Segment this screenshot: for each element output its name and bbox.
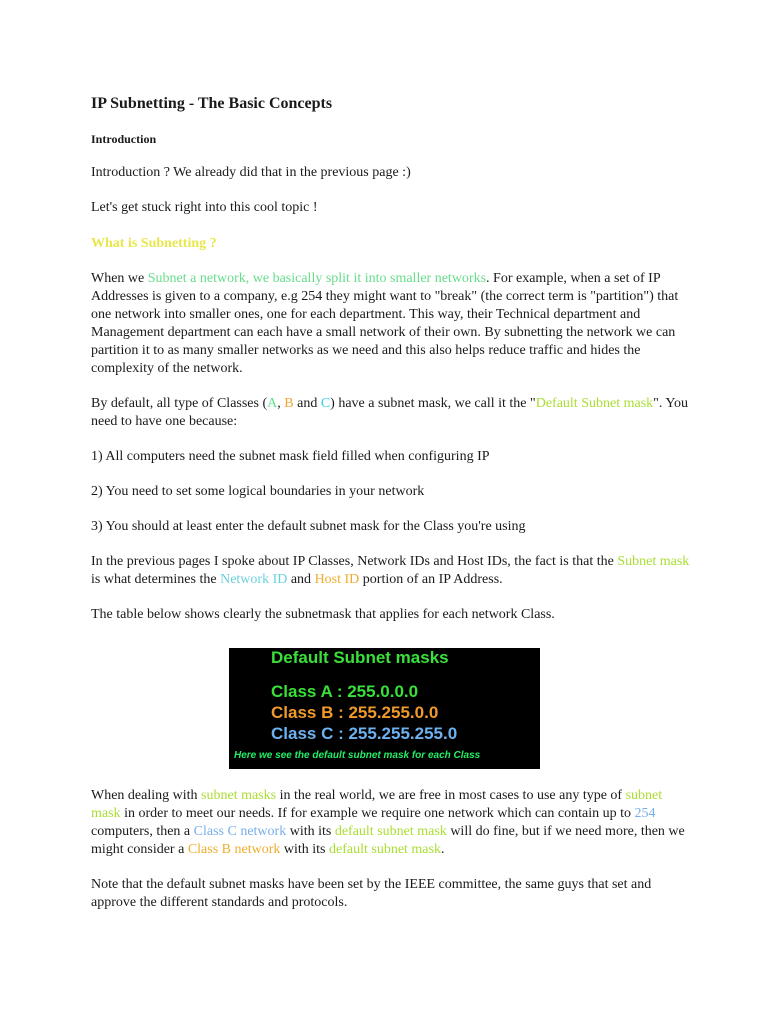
figure-title: Default Subnet masks [271,648,449,667]
intro-paragraph-1: Introduction ? We already did that in the previous page :) [91,165,411,180]
highlight-class-a: A [267,396,278,411]
figure-caption: Here we see the default subnet mask for each Class [234,750,481,761]
text-segment: in order to meet our needs. If for example we require one network which can contain up to [120,806,635,821]
text-segment: with its [286,824,335,839]
highlight-default-subnet-mask: default subnet mask [329,842,441,857]
list-item-3: 3) You should at least enter the default subnet mask for the Class you're using [91,519,526,534]
highlight-network-id: Network ID [220,572,288,587]
highlight-default-subnet-mask: default subnet mask [334,824,447,839]
table-intro-paragraph: The table below shows clearly the subnetmask that applies for each network Class. [91,607,555,622]
highlight-subnet-definition: Subnet a network, we basically split it into smaller networks [147,271,487,286]
figure-class-c: Class C : 255.255.255.0 [271,724,458,743]
highlight-subnet-masks: subnet masks [201,788,277,803]
text-segment: . For example, when a set of IP Addresses is given to a company, e.g 254 they might want to "break" (the correct term is "partition") that one network into smaller ones, one for each department. This way, their Technical department and Management department can each have a small network of their own. By subnetting the network we can partition it to as many smaller networks as we need and this also helps reduce traffic and hides the complexity of the network. [91,271,679,376]
page-title: IP Subnetting - The Basic Concepts [91,95,333,112]
highlight-254: 254 [634,806,656,821]
default-subnet-masks-figure [229,648,540,769]
article-continued [91,787,691,912]
text-segment: . [440,842,445,857]
highlight-host-id: Host ID [314,572,360,587]
text-segment: When we [91,271,148,286]
highlight-class-c: C [320,396,331,411]
text-segment: portion of an IP Address. [359,572,503,587]
list-item-2: 2) You need to set some logical boundaries in your network [91,484,425,499]
highlight-class-b: B [284,396,294,411]
text-segment: and [287,572,315,587]
text-segment: is what determines the [91,572,221,587]
default-mask-paragraph [91,395,691,431]
what-is-subnetting-paragraph [91,270,691,378]
highlight-subnet-mask: Subnet mask [617,554,690,569]
text-segment: , [277,396,285,411]
introduction-heading: Introduction [91,132,157,146]
highlight-default-subnet-mask: Default Subnet mask [535,396,654,411]
highlight-subnet-mask: subnet mask [91,788,663,821]
intro-paragraph-2: Let's get stuck right into this cool topic ! [91,200,318,215]
text-segment: ) have a subnet mask, we call it the " [330,396,536,411]
text-segment: and [293,396,321,411]
highlight-class-b-network: Class B network [187,842,281,857]
text-segment: When dealing with [91,788,202,803]
article [91,94,691,624]
previous-pages-paragraph [91,553,691,589]
figure-class-a: Class A : 255.0.0.0 [271,682,419,701]
real-world-paragraph [91,787,691,859]
ieee-paragraph: Note that the default subnet masks have been set by the IEEE committee, the same guys that set and approve the different standards and protocols. [91,877,652,910]
text-segment: ". You need to have one because: [91,396,689,429]
text-segment: By default, all type of Classes ( [91,396,268,411]
list-item-1: 1) All computers need the subnet mask field filled when configuring IP [91,449,490,464]
text-segment: computers, then a [91,824,194,839]
text-segment: with its [280,842,329,857]
text-segment: In the previous pages I spoke about IP Classes, Network IDs and Host IDs, the fact is that the [91,554,618,569]
text-segment: will do fine, but if we need more, then we might consider a [91,824,685,857]
text-segment: in the real world, we are free in most cases to use any type of [276,788,626,803]
figure-class-b: Class B : 255.255.0.0 [271,703,439,722]
what-is-subnetting-heading: What is Subnetting ? [91,236,217,251]
highlight-class-c-network: Class C network [193,824,287,839]
